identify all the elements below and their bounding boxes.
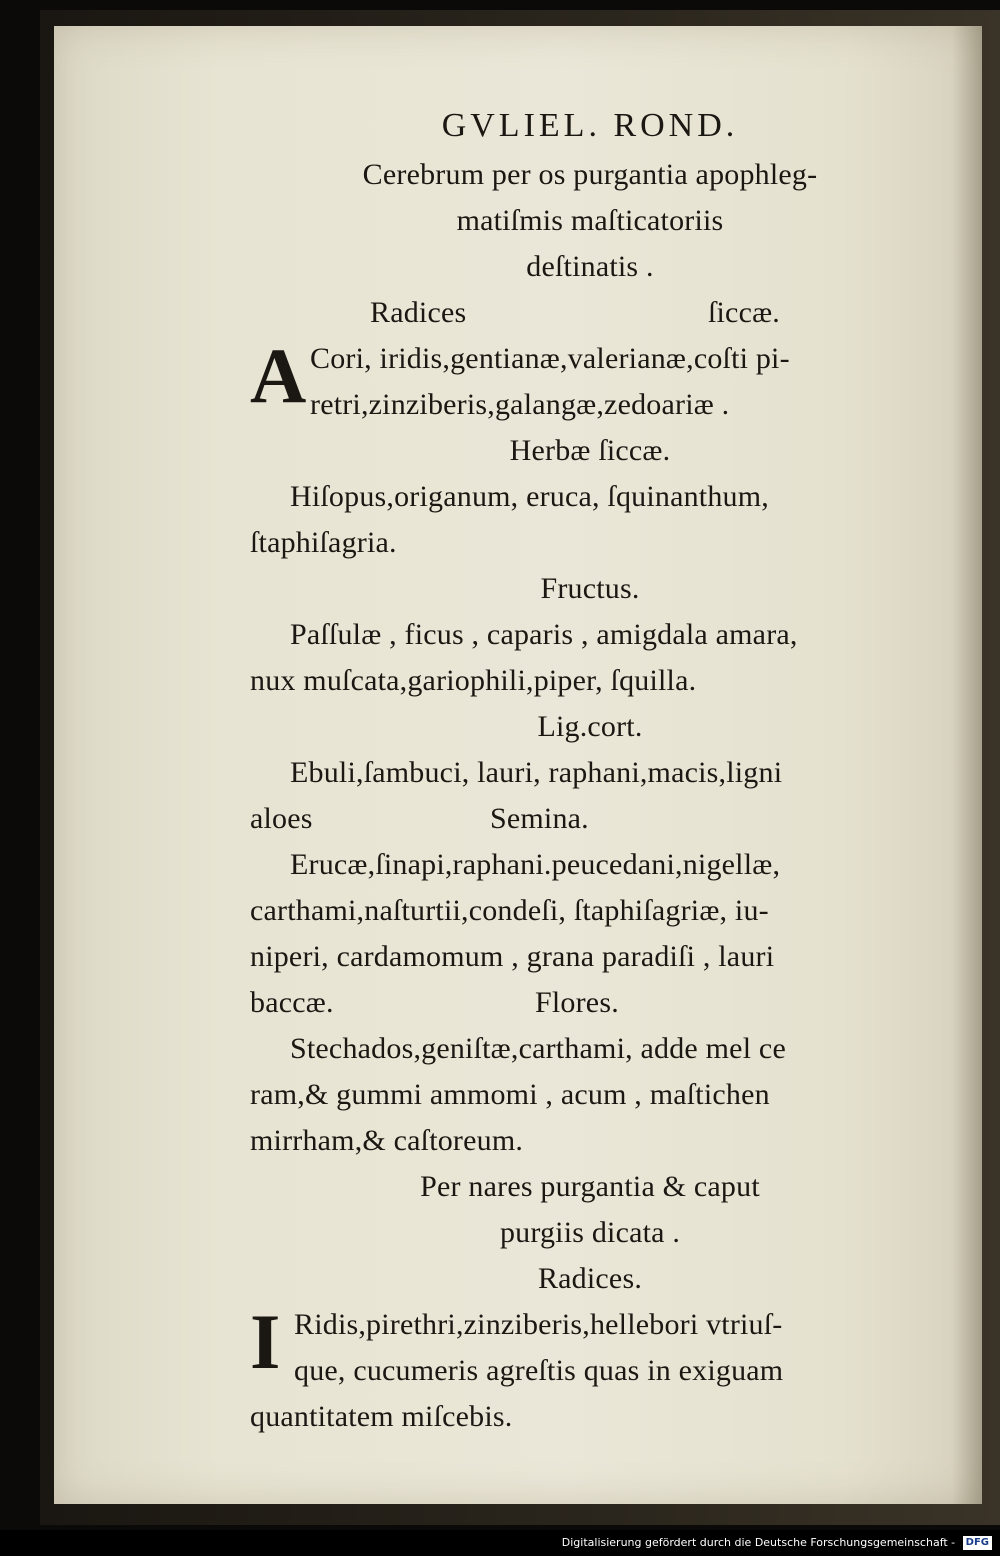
footer-text: Digitalisierung gefördert durch die Deutsche Forschungsgemeinschaft - [561, 1536, 956, 1549]
text-line-with-heading [250, 980, 930, 1026]
drop-cap-letter: I [250, 1298, 281, 1385]
text-word: baccæ. [250, 986, 334, 1019]
text-line: Stechados,geniſtæ,carthami, adde mel ce [290, 1032, 786, 1065]
text-line-with-heading [250, 796, 930, 842]
text-word: aloes [250, 802, 313, 835]
text-line: nux muſcata,gariophili,piper, ſquilla. [250, 664, 697, 697]
text-line: Ebuli,ſambuci, lauri, raphani,macis,ligni [290, 756, 783, 789]
heading-left: Radices [370, 296, 467, 329]
dfg-logo: DFG [963, 1536, 992, 1550]
section-heading-herbae: Herbæ ſiccæ. [509, 434, 671, 467]
text-line: matiſmis maſticatoriis [456, 204, 724, 237]
section-heading-semina: Semina. [490, 802, 589, 835]
text-line: Cerebrum per os purgantia apophleg- [362, 158, 818, 191]
text-line: Erucæ,ſinapi,raphani.peucedani,nigellæ, [290, 848, 781, 881]
text-line: Cori, iridis,gentianæ,valerianæ,coſti pi- [310, 342, 790, 375]
text-line: quantitatem miſcebis. [250, 1400, 513, 1433]
text-line: deſtinatis . [526, 250, 654, 283]
text-line: ſtaphiſagria. [250, 526, 397, 559]
text-line: mirrham,& caſtoreum. [250, 1124, 524, 1157]
digitization-footer [0, 1530, 1000, 1556]
text-line: niperi, cardamomum , grana paradiſi , lauri [250, 940, 775, 973]
drop-cap-letter: A [250, 332, 307, 419]
text-line: Ridis,pirethri,zinziberis,hellebori vtriuſ- [294, 1308, 783, 1341]
heading-right: ſiccæ. [707, 296, 780, 329]
drop-cap-paragraph [250, 1298, 930, 1394]
text-line: Paſſulæ , ficus , caparis , amigdala amara, [290, 618, 798, 651]
section-heading-lig: Lig.cort. [537, 710, 643, 743]
page-text [250, 100, 930, 1440]
text-line: retri,zinziberis,galangæ,zedoariæ . [310, 388, 730, 421]
section-heading-radices: Radices. [537, 1262, 643, 1295]
section-heading-flores: Flores. [535, 986, 619, 1019]
text-line: Hiſopus,origanum, eruca, ſquinanthum, [290, 480, 769, 513]
running-header: GVLIEL. ROND. [441, 107, 739, 144]
text-line: carthami,naſturtii,condeſi, ſtaphiſagriæ, iu- [250, 894, 769, 927]
section-heading-radices [250, 290, 930, 336]
section-heading-nares: Per nares purgantia & caput [420, 1170, 760, 1203]
drop-cap-paragraph [250, 332, 930, 428]
text-line: que, cucumeris agreſtis quas in exiguam [294, 1354, 784, 1387]
text-line: ram,& gummi ammomi , acum , maſtichen [250, 1078, 770, 1111]
section-heading-nares: purgiis dicata . [499, 1216, 681, 1249]
section-heading-fructus: Fructus. [540, 572, 640, 605]
page-shadow [952, 26, 982, 1504]
